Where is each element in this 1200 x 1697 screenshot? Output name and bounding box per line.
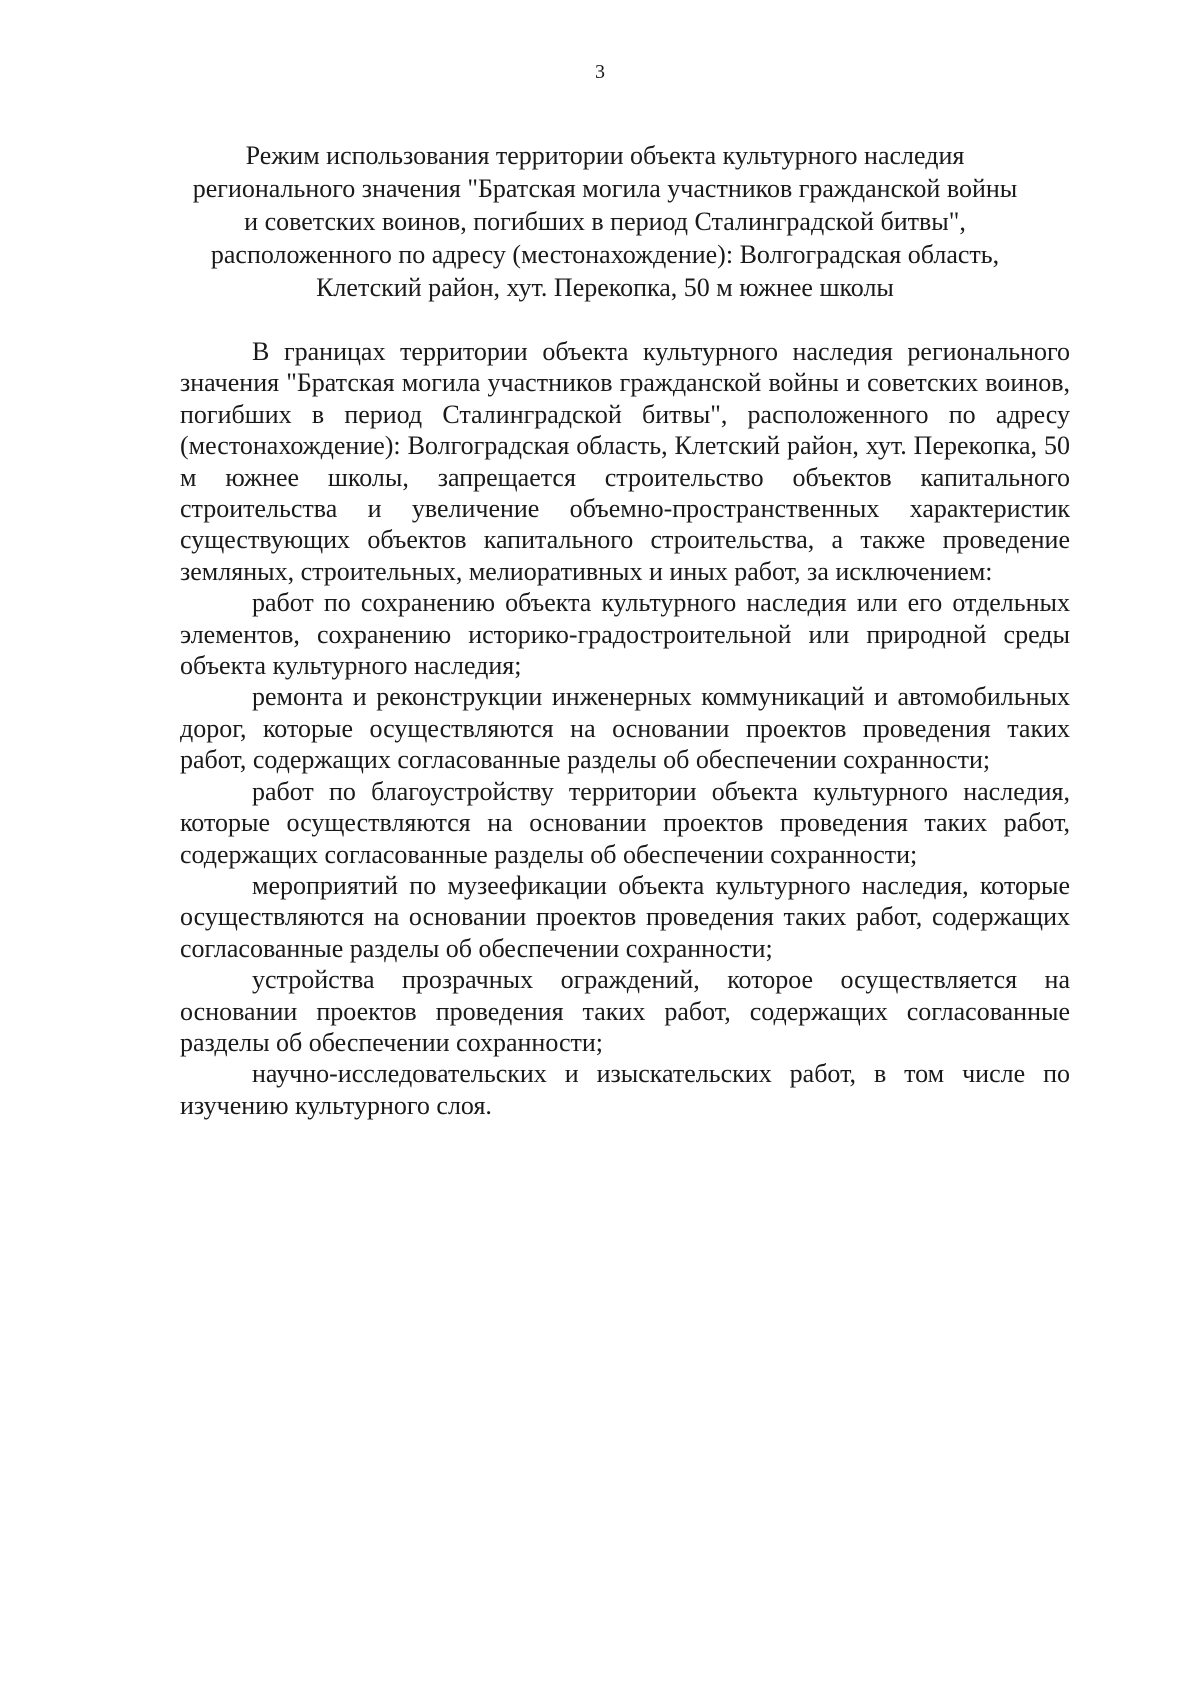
document-title [180,139,1030,304]
exception-item: ремонта и реконструкции инженерных коммуникаций и автомобильных дорог, которые осуществляются на основании проектов проведения таких работ, содержащих согласованные разделы об обеспечении сохранности; [180,682,1070,775]
exception-item: работ по благоустройству территории объекта культурного наследия, которые осуществляются на основании проектов проведения таких работ, содержащих согласованные разделы об обеспечении сохранности; [180,776,1070,869]
exception-item: работ по сохранению объекта культурного наследия или его отдельных элементов, сохранению историко-градостроительной или природной среды объекта культурного наследия; [180,588,1070,681]
title-line: расположенного по адресу (местонахождение): Волгоградская область, [210,240,1000,269]
title-line: Режим использования территории объекта культурного наследия [245,141,965,170]
page-number: 3 [595,61,605,83]
exception-item: научно-исследовательских и изыскательских работ, в том числе по изучению культурного слоя. [180,1059,1070,1120]
intro-paragraph: В границах территории объекта культурного наследия регионального значения "Братская могила участников гражданской войны и советских воинов, погибших в период Сталинградской битвы", расположенного по адресу (местонахождение): Волгоградская область, Клетский район, хут. Перекопка, 50 м южнее школы, запрещается строительство объектов капитального строительства и увеличение объемно-пространственных характеристик существующих объектов капитального строительства, а также проведение земляных, строительных, мелиоративных и иных работ, за исключением: [180,337,1070,586]
title-line: Клетский район, хут. Перекопка, 50 м южнее школы [316,273,894,302]
document-body [180,336,1070,1121]
exception-item: устройства прозрачных ограждений, которое осуществляется на основании проектов проведения таких работ, содержащих согласованные разделы об обеспечении сохранности; [180,965,1070,1057]
title-line: регионального значения "Братская могила участников гражданской войны [192,174,1018,203]
exception-item: мероприятий по музеефикации объекта культурного наследия, которые осуществляются на основании проектов проведения таких работ, содержащих согласованные разделы об обеспечении сохранности; [180,870,1070,963]
title-line: и советских воинов, погибших в период Сталинградской битвы", [244,207,966,236]
